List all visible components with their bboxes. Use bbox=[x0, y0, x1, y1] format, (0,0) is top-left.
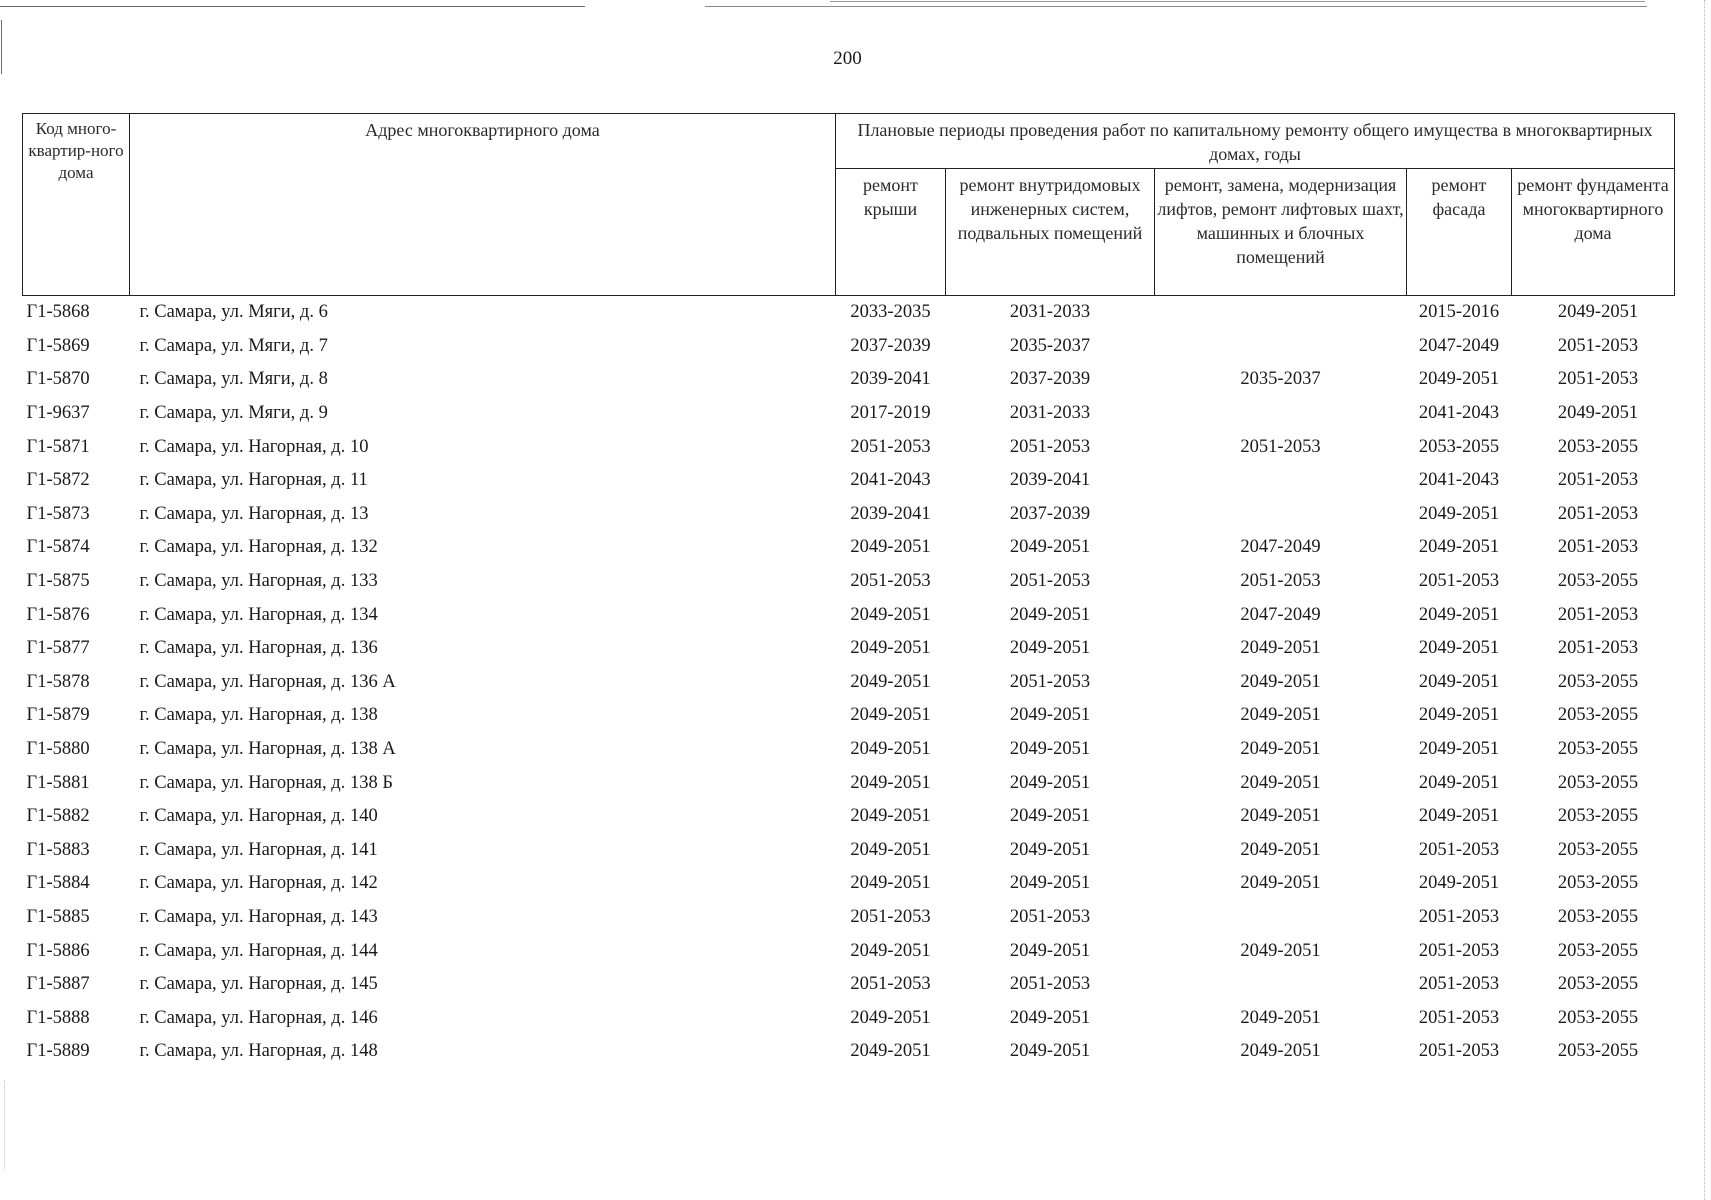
cell-systems: 2051-2053 bbox=[1009, 671, 1091, 692]
cell-roof: 2033-2035 bbox=[850, 302, 931, 323]
cell-code: Г1-5870 bbox=[26, 369, 90, 390]
cell-foundation: 2053-2055 bbox=[1557, 571, 1639, 592]
cell-lifts bbox=[1155, 296, 1407, 330]
scan-edge-top-left bbox=[0, 6, 585, 7]
cell-lifts: 2049-2051 bbox=[1240, 671, 1321, 692]
header-planned-periods: Плановые периоды проведения работ по капитальному ремонту общего имущества в многоквартирных домах, годы bbox=[836, 114, 1675, 169]
cell-roof: 2049-2051 bbox=[850, 638, 931, 659]
cell-foundation: 2053-2055 bbox=[1557, 839, 1639, 860]
cell-address: г. Самара, ул. Нагорная, д. 148 bbox=[139, 1041, 378, 1062]
cell-address: г. Самара, ул. Мяги, д. 9 bbox=[139, 403, 328, 424]
cell-systems: 2049-2051 bbox=[1009, 772, 1091, 793]
cell-systems: 2049-2051 bbox=[1009, 1007, 1091, 1028]
cell-facade: 2049-2051 bbox=[1418, 772, 1500, 793]
cell-facade: 2049-2051 bbox=[1418, 671, 1500, 692]
page-number: 200 bbox=[833, 48, 862, 69]
cell-systems: 2039-2041 bbox=[1009, 470, 1091, 491]
cell-address: г. Самара, ул. Нагорная, д. 13 bbox=[139, 503, 369, 524]
table-row bbox=[23, 363, 1675, 397]
header-lifts: ремонт, замена, модернизация лифтов, ремонт лифтовых шахт, машинных и блочных помещений bbox=[1155, 169, 1407, 296]
table-row bbox=[23, 1035, 1675, 1069]
cell-facade: 2015-2016 bbox=[1418, 302, 1500, 323]
cell-roof: 2049-2051 bbox=[850, 806, 931, 827]
cell-systems: 2037-2039 bbox=[1009, 369, 1091, 390]
cell-roof: 2051-2053 bbox=[850, 906, 931, 927]
cell-lifts bbox=[1155, 498, 1407, 532]
cell-lifts: 2049-2051 bbox=[1240, 839, 1321, 860]
header-facade: ремонт фасада bbox=[1407, 169, 1512, 296]
cell-facade: 2051-2053 bbox=[1418, 974, 1500, 995]
table-row bbox=[23, 531, 1675, 565]
cell-facade: 2051-2053 bbox=[1418, 906, 1500, 927]
cell-systems: 2051-2053 bbox=[1009, 571, 1091, 592]
cell-foundation: 2049-2051 bbox=[1557, 302, 1639, 323]
cell-roof: 2049-2051 bbox=[850, 772, 931, 793]
cell-lifts bbox=[1155, 968, 1407, 1002]
cell-code: Г1-5886 bbox=[26, 940, 90, 961]
cell-foundation: 2053-2055 bbox=[1557, 806, 1639, 827]
cell-lifts: 2047-2049 bbox=[1240, 604, 1321, 625]
table-row bbox=[23, 968, 1675, 1002]
cell-roof: 2049-2051 bbox=[850, 739, 931, 760]
cell-lifts bbox=[1155, 464, 1407, 498]
cell-lifts: 2051-2053 bbox=[1240, 436, 1321, 457]
cell-foundation: 2051-2053 bbox=[1557, 470, 1639, 491]
cell-systems: 2051-2053 bbox=[1009, 906, 1091, 927]
cell-facade: 2051-2053 bbox=[1418, 1041, 1500, 1062]
cell-code: Г1-9637 bbox=[26, 403, 90, 424]
cell-address: г. Самара, ул. Нагорная, д. 144 bbox=[139, 940, 378, 961]
cell-facade: 2049-2051 bbox=[1418, 604, 1500, 625]
cell-systems: 2051-2053 bbox=[1009, 436, 1091, 457]
cell-foundation: 2053-2055 bbox=[1557, 671, 1639, 692]
cell-code: Г1-5881 bbox=[26, 772, 90, 793]
cell-foundation: 2051-2053 bbox=[1557, 503, 1639, 524]
cell-address: г. Самара, ул. Нагорная, д. 11 bbox=[139, 470, 368, 491]
table-row bbox=[23, 397, 1675, 431]
cell-facade: 2051-2053 bbox=[1418, 1007, 1500, 1028]
table-row bbox=[23, 800, 1675, 834]
cell-code: Г1-5872 bbox=[26, 470, 90, 491]
table-row bbox=[23, 1001, 1675, 1035]
cell-roof: 2049-2051 bbox=[850, 604, 931, 625]
cell-address: г. Самара, ул. Мяги, д. 7 bbox=[139, 335, 328, 356]
cell-foundation: 2051-2053 bbox=[1557, 335, 1639, 356]
cell-lifts: 2049-2051 bbox=[1240, 873, 1321, 894]
cell-code: Г1-5874 bbox=[26, 537, 90, 558]
cell-facade: 2049-2051 bbox=[1418, 638, 1500, 659]
cell-code: Г1-5877 bbox=[26, 638, 90, 659]
cell-code: Г1-5889 bbox=[26, 1041, 90, 1062]
cell-facade: 2051-2053 bbox=[1418, 571, 1500, 592]
cell-systems: 2031-2033 bbox=[1009, 403, 1091, 424]
cell-facade: 2049-2051 bbox=[1418, 503, 1500, 524]
cell-code: Г1-5869 bbox=[26, 335, 90, 356]
cell-foundation: 2053-2055 bbox=[1557, 974, 1639, 995]
cell-facade: 2051-2053 bbox=[1418, 940, 1500, 961]
cell-systems: 2049-2051 bbox=[1009, 604, 1091, 625]
cell-lifts: 2049-2051 bbox=[1240, 739, 1321, 760]
cell-roof: 2051-2053 bbox=[850, 571, 931, 592]
cell-address: г. Самара, ул. Мяги, д. 8 bbox=[139, 369, 328, 390]
cell-facade: 2041-2043 bbox=[1418, 403, 1500, 424]
table-row bbox=[23, 666, 1675, 700]
cell-address: г. Самара, ул. Нагорная, д. 136 А bbox=[139, 671, 396, 692]
cell-systems: 2049-2051 bbox=[1009, 537, 1091, 558]
cell-lifts: 2051-2053 bbox=[1240, 571, 1321, 592]
cell-facade: 2051-2053 bbox=[1418, 839, 1500, 860]
cell-systems: 2049-2051 bbox=[1009, 806, 1091, 827]
cell-facade: 2049-2051 bbox=[1418, 873, 1500, 894]
cell-code: Г1-5876 bbox=[26, 604, 90, 625]
cell-lifts: 2049-2051 bbox=[1240, 806, 1321, 827]
cell-foundation: 2053-2055 bbox=[1557, 772, 1639, 793]
cell-code: Г1-5883 bbox=[26, 839, 90, 860]
cell-roof: 2037-2039 bbox=[850, 335, 931, 356]
header-foundation: ремонт фундамента многоквартирного дома bbox=[1512, 169, 1675, 296]
cell-address: г. Самара, ул. Нагорная, д. 132 bbox=[139, 537, 378, 558]
cell-foundation: 2053-2055 bbox=[1557, 1041, 1639, 1062]
table-row bbox=[23, 296, 1675, 330]
cell-roof: 2039-2041 bbox=[850, 369, 931, 390]
table-row bbox=[23, 498, 1675, 532]
cell-code: Г1-5885 bbox=[26, 906, 90, 927]
cell-systems: 2035-2037 bbox=[1009, 335, 1091, 356]
cell-foundation: 2053-2055 bbox=[1557, 873, 1639, 894]
cell-lifts: 2049-2051 bbox=[1240, 772, 1321, 793]
table-row bbox=[23, 330, 1675, 364]
cell-code: Г1-5875 bbox=[26, 571, 90, 592]
cell-systems: 2031-2033 bbox=[1009, 302, 1091, 323]
cell-lifts bbox=[1155, 901, 1407, 935]
cell-foundation: 2051-2053 bbox=[1557, 604, 1639, 625]
cell-lifts: 2047-2049 bbox=[1240, 537, 1321, 558]
cell-address: г. Самара, ул. Нагорная, д. 134 bbox=[139, 604, 378, 625]
cell-roof: 2039-2041 bbox=[850, 503, 931, 524]
cell-address: г. Самара, ул. Нагорная, д. 142 bbox=[139, 873, 378, 894]
cell-address: г. Самара, ул. Нагорная, д. 141 bbox=[139, 839, 378, 860]
cell-address: г. Самара, ул. Мяги, д. 6 bbox=[139, 302, 328, 323]
cell-foundation: 2051-2053 bbox=[1557, 537, 1639, 558]
table-row bbox=[23, 934, 1675, 968]
table-row bbox=[23, 598, 1675, 632]
header-code: Код много-квартир-ного дома bbox=[23, 114, 130, 296]
cell-address: г. Самара, ул. Нагорная, д. 138 Б bbox=[139, 772, 393, 793]
cell-lifts: 2035-2037 bbox=[1240, 369, 1321, 390]
cell-systems: 2049-2051 bbox=[1009, 739, 1091, 760]
table-row bbox=[23, 430, 1675, 464]
cell-roof: 2049-2051 bbox=[850, 1041, 931, 1062]
cell-lifts bbox=[1155, 330, 1407, 364]
cell-roof: 2049-2051 bbox=[850, 839, 931, 860]
cell-lifts: 2049-2051 bbox=[1240, 940, 1321, 961]
cell-roof: 2049-2051 bbox=[850, 1007, 931, 1028]
cell-facade: 2049-2051 bbox=[1418, 806, 1500, 827]
cell-code: Г1-5888 bbox=[26, 1007, 90, 1028]
scan-edge-top-right bbox=[705, 6, 1647, 7]
table-row bbox=[23, 632, 1675, 666]
cell-systems: 2037-2039 bbox=[1009, 503, 1091, 524]
cell-foundation: 2053-2055 bbox=[1557, 940, 1639, 961]
cell-facade: 2041-2043 bbox=[1418, 470, 1500, 491]
cell-code: Г1-5868 bbox=[26, 302, 90, 323]
cell-code: Г1-5882 bbox=[26, 806, 90, 827]
cell-roof: 2049-2051 bbox=[850, 537, 931, 558]
cell-address: г. Самара, ул. Нагорная, д. 140 bbox=[139, 806, 378, 827]
cell-foundation: 2053-2055 bbox=[1557, 739, 1639, 760]
cell-roof: 2051-2053 bbox=[850, 436, 931, 457]
cell-code: Г1-5879 bbox=[26, 705, 90, 726]
cell-code: Г1-5873 bbox=[26, 503, 90, 524]
cell-roof: 2017-2019 bbox=[850, 403, 931, 424]
header-roof: ремонт крыши bbox=[836, 169, 946, 296]
cell-code: Г1-5880 bbox=[26, 739, 90, 760]
cell-facade: 2049-2051 bbox=[1418, 369, 1500, 390]
cell-foundation: 2051-2053 bbox=[1557, 638, 1639, 659]
scan-edge-right bbox=[1704, 0, 1705, 1200]
cell-systems: 2049-2051 bbox=[1009, 1041, 1091, 1062]
cell-lifts: 2049-2051 bbox=[1240, 1041, 1321, 1062]
cell-facade: 2053-2055 bbox=[1418, 436, 1500, 457]
cell-lifts bbox=[1155, 397, 1407, 431]
table-row bbox=[23, 565, 1675, 599]
cell-code: Г1-5871 bbox=[26, 436, 90, 457]
cell-facade: 2047-2049 bbox=[1418, 335, 1500, 356]
table-row bbox=[23, 733, 1675, 767]
cell-address: г. Самара, ул. Нагорная, д. 138 bbox=[139, 705, 378, 726]
scan-edge-left-bottom bbox=[4, 1080, 5, 1170]
cell-roof: 2049-2051 bbox=[850, 940, 931, 961]
cell-systems: 2049-2051 bbox=[1009, 940, 1091, 961]
header-address: Адрес многоквартирного дома bbox=[130, 114, 836, 296]
cell-address: г. Самара, ул. Нагорная, д. 136 bbox=[139, 638, 378, 659]
cell-roof: 2049-2051 bbox=[850, 671, 931, 692]
cell-address: г. Самара, ул. Нагорная, д. 133 bbox=[139, 571, 378, 592]
cell-facade: 2049-2051 bbox=[1418, 705, 1500, 726]
cell-code: Г1-5887 bbox=[26, 974, 90, 995]
cell-facade: 2049-2051 bbox=[1418, 537, 1500, 558]
cell-roof: 2051-2053 bbox=[850, 974, 931, 995]
cell-address: г. Самара, ул. Нагорная, д. 146 bbox=[139, 1007, 378, 1028]
cell-address: г. Самара, ул. Нагорная, д. 138 А bbox=[139, 739, 396, 760]
cell-lifts: 2049-2051 bbox=[1240, 1007, 1321, 1028]
cell-foundation: 2053-2055 bbox=[1557, 1007, 1639, 1028]
cell-foundation: 2053-2055 bbox=[1557, 906, 1639, 927]
cell-systems: 2049-2051 bbox=[1009, 705, 1091, 726]
cell-systems: 2051-2053 bbox=[1009, 974, 1091, 995]
header-systems: ремонт внутридомовых инженерных систем, подвальных помещений bbox=[946, 169, 1155, 296]
cell-systems: 2049-2051 bbox=[1009, 839, 1091, 860]
cell-lifts: 2049-2051 bbox=[1240, 638, 1321, 659]
cell-systems: 2049-2051 bbox=[1009, 638, 1091, 659]
cell-code: Г1-5878 bbox=[26, 671, 90, 692]
table-row bbox=[23, 699, 1675, 733]
cell-foundation: 2053-2055 bbox=[1557, 705, 1639, 726]
table-row bbox=[23, 834, 1675, 868]
cell-code: Г1-5884 bbox=[26, 873, 90, 894]
table-row bbox=[23, 901, 1675, 935]
cell-roof: 2041-2043 bbox=[850, 470, 931, 491]
cell-foundation: 2051-2053 bbox=[1557, 369, 1639, 390]
table-row bbox=[23, 464, 1675, 498]
cell-roof: 2049-2051 bbox=[850, 705, 931, 726]
cell-foundation: 2053-2055 bbox=[1557, 436, 1639, 457]
cell-lifts: 2049-2051 bbox=[1240, 705, 1321, 726]
cell-foundation: 2049-2051 bbox=[1557, 403, 1639, 424]
table-row bbox=[23, 766, 1675, 800]
cell-systems: 2049-2051 bbox=[1009, 873, 1091, 894]
cell-address: г. Самара, ул. Нагорная, д. 143 bbox=[139, 906, 378, 927]
table-row bbox=[23, 867, 1675, 901]
cell-address: г. Самара, ул. Нагорная, д. 10 bbox=[139, 436, 369, 457]
cell-address: г. Самара, ул. Нагорная, д. 145 bbox=[139, 974, 378, 995]
cell-facade: 2049-2051 bbox=[1418, 739, 1500, 760]
cell-roof: 2049-2051 bbox=[850, 873, 931, 894]
scan-edge-top-right-2 bbox=[830, 1, 1645, 2]
capital-repair-table bbox=[22, 113, 1675, 1069]
